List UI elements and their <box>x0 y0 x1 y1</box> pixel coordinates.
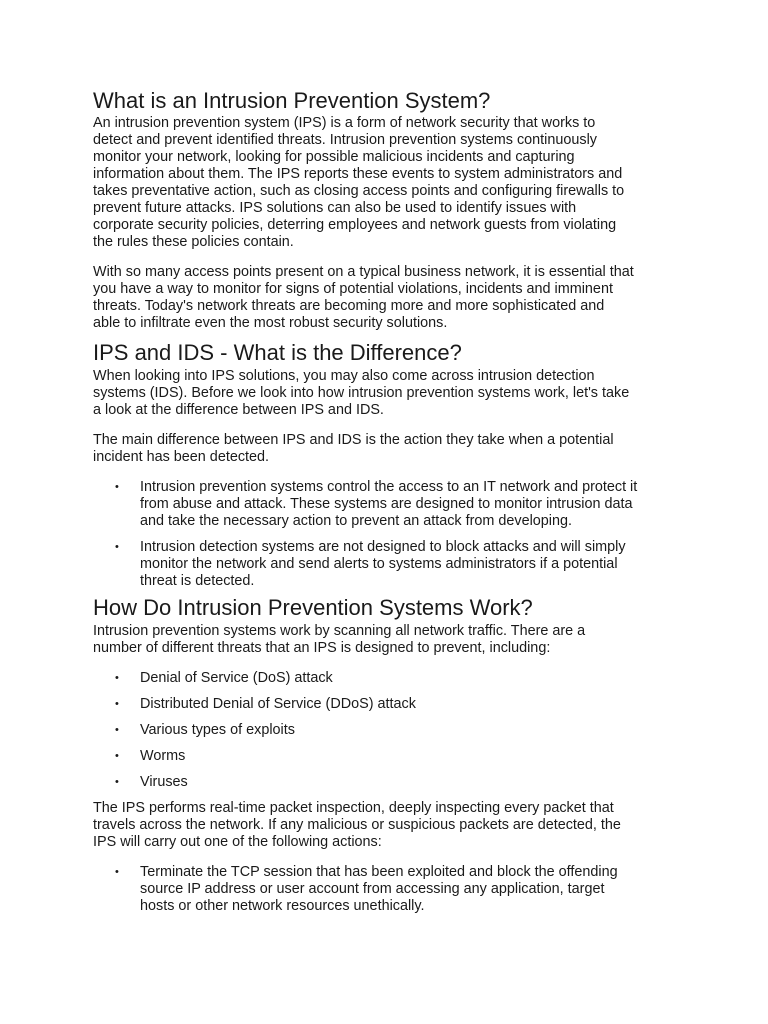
paragraph-scanning-traffic: Intrusion prevention systems work by scanning all network traffic. There are a number of different threats that an IPS is designed to prevent, including: <box>93 623 586 656</box>
threats-list <box>93 670 683 791</box>
paragraph-main-difference: The main difference between IPS and IDS is the action they take when a potential incident has been detected. <box>93 432 614 465</box>
paragraph-ids-intro: When looking into IPS solutions, you may also come across intrusion detection systems (IDS). Before we look into how intrusion prevention systems work, let's take a look at the difference between IPS and IDS. <box>93 368 630 418</box>
paragraph-access-points: With so many access points present on a typical business network, it is essential that you have a way to monitor for signs of potential violations, incidents and imminent threats. Today's network threats are becoming more and more sophisticated and able to infiltrate even the most robust security solutions. <box>93 264 634 331</box>
list-item: • Various types of exploits <box>93 722 683 739</box>
list-item: • Intrusion prevention systems control the access to an IT network and protect it from abuse and attack. These systems are designed to monitor intrusion data and take the necessary action to prevent an attack from developing. <box>93 479 683 530</box>
list-item: • Denial of Service (DoS) attack <box>93 670 683 687</box>
section-heading-ips-vs-ids: IPS and IDS - What is the Difference? <box>93 340 462 365</box>
list-item: • Distributed Denial of Service (DDoS) attack <box>93 696 683 713</box>
paragraph-ips-definition: An intrusion prevention system (IPS) is a form of network security that works to detect and prevent identified threats. Intrusion prevention systems continuously monitor your network, looking for possible malicious incidents and capturing information about them. The IPS reports these events to system administrators and takes preventative action, such as closing access points and configuring firewalls to prevent future attacks. IPS solutions can also be used to identify issues with corporate security policies, deterring employees and network guests from violating the rules these policies contain. <box>93 115 625 250</box>
difference-list <box>93 479 683 590</box>
document-body <box>93 88 683 915</box>
actions-list <box>93 864 683 915</box>
list-item: • Terminate the TCP session that has been exploited and block the offending source IP address or user account from accessing any application, target hosts or other network resources unethically. <box>93 864 683 915</box>
section-heading-what-is-ips: What is an Intrusion Prevention System? <box>93 88 491 113</box>
paragraph-packet-inspection: The IPS performs real-time packet inspection, deeply inspecting every packet that travels across the network. If any malicious or suspicious packets are detected, the IPS will carry out one of the following actions: <box>93 800 621 850</box>
list-item: • Worms <box>93 748 683 765</box>
list-item: • Intrusion detection systems are not designed to block attacks and will simply monitor the network and send alerts to systems administrators if a potential threat is detected. <box>93 539 683 590</box>
list-item: • Viruses <box>93 774 683 791</box>
section-heading-how-ips-works: How Do Intrusion Prevention Systems Work? <box>93 595 533 620</box>
